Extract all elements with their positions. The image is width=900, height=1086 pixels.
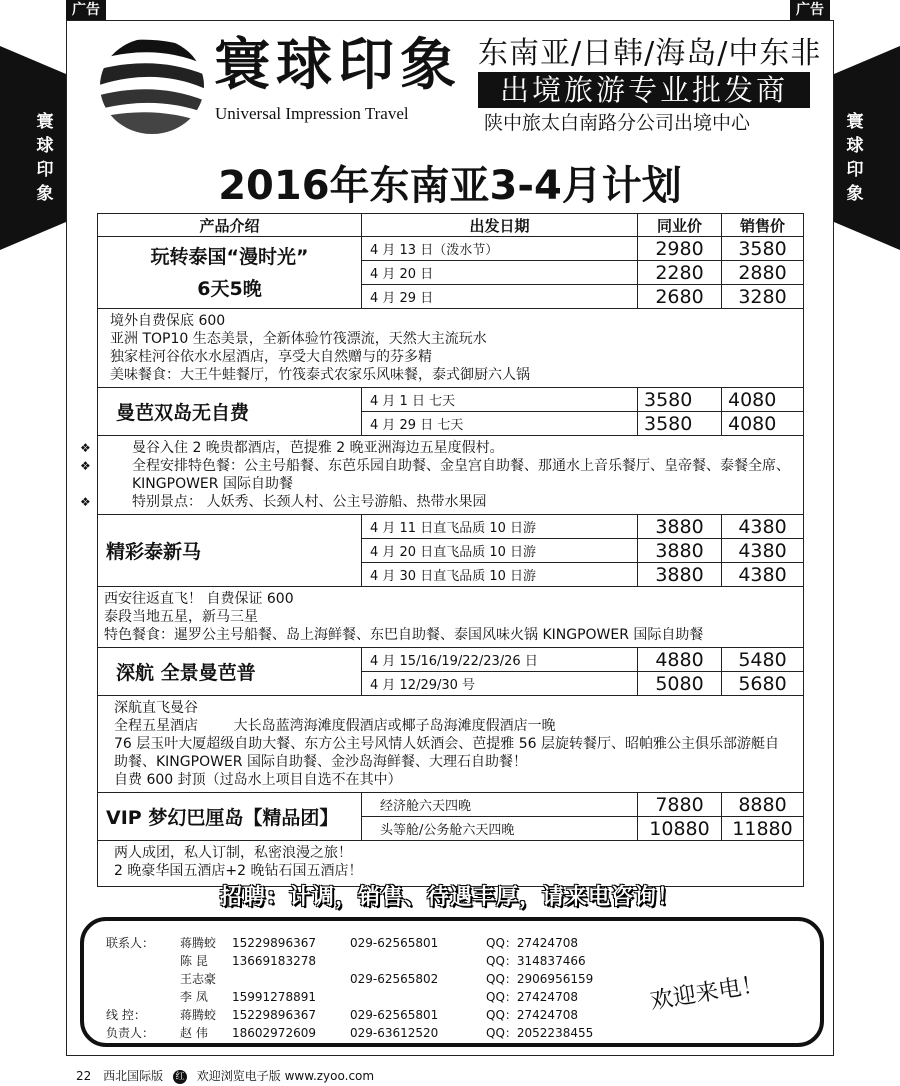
globe-logo-icon [96,36,208,136]
welcome-message: 欢迎来电！ [648,971,767,1015]
product-description: 西安往返直飞！ 自费保证 600 泰段当地五星，新马三星 特色餐食：暹罗公主号船餐、岛上海鲜餐、东巴自助餐、泰国风味火锅 KINGPOWER 国际自助餐 [98,587,804,648]
side-label-left: 寰 球 印 象 [36,112,54,204]
departure-date: 4 月 29 日 七天 [362,412,638,436]
contact-name: 李 凤 [180,990,208,1004]
trade-price: 3880 [638,515,722,539]
trade-price: 4880 [638,648,722,672]
contact-phone: 029-62565801 [350,936,439,950]
product-description: 两人成团，私人订制，私密浪漫之旅！ 2 晚豪华国五酒店+2 晚钻石国五酒店！ [98,841,804,887]
contact-qq: QQ：27424708 [486,1008,578,1022]
table-row [98,515,804,539]
contact-name: 蒋腾蛟 [180,936,217,950]
product-name: VIP 梦幻巴厘岛【精品团】 [98,793,362,841]
trade-price: 3880 [638,563,722,587]
trade-price: 2680 [638,285,722,309]
departure-date: 经济舱六天四晚 [362,793,638,817]
departure-date: 头等舱/公务舱六天四晚 [362,817,638,841]
contact-qq: QQ：27424708 [486,936,578,950]
retail-price: 8880 [722,793,804,817]
table-row [98,793,804,817]
contact-name: 赵 伟 [180,1026,208,1040]
product-name: 深航 全景曼芭普 [98,648,362,696]
retail-price: 11880 [722,817,804,841]
retail-price: 4380 [722,539,804,563]
contact-mobile: 13669183278 [232,954,316,968]
product-description: 境外自费保底 600 亚洲 TOP10 生态美景，全新体验竹筏漂流，天然大主流玩水 独家桂河谷依水水屋酒店，享受大自然赠与的芬多精 美味餐食：大王牛蛙餐厅，竹筏泰式农家乐风味餐，泰式御厨六人锅 [98,309,804,388]
retail-price: 3280 [722,285,804,309]
brand-name: 寰球印象 [214,32,462,98]
table-header-row [98,214,804,237]
table-row [98,648,804,672]
page-footer [76,1068,374,1084]
recruitment-notice: 招聘：计调，销售、待遇丰厚，请来电咨询！ [219,885,680,910]
product-description-row [98,436,804,515]
edition-label: 西北国际版 [103,1069,164,1083]
branch-name: 陕中旅太白南路分公司出境中心 [484,112,751,134]
contact-phone: 029-62565801 [350,1008,439,1022]
contact-qq: QQ：2906956159 [486,972,594,986]
trade-price: 3580 [638,388,722,412]
contact-qq: QQ：2052238455 [486,1026,594,1040]
contact-phone: 029-62565802 [350,972,439,986]
table-row [98,388,804,412]
route-line: 东南亚/日韩/海岛/中东非 [478,36,822,71]
page-number: 22 [76,1069,92,1083]
departure-date: 4 月 20 日 [362,261,638,285]
trade-price: 3880 [638,539,722,563]
header-product: 产品介绍 [98,214,362,237]
retail-price: 4380 [722,515,804,539]
contact-role: 线 控： [106,1008,146,1022]
table-row [98,237,804,261]
header-date: 出发日期 [362,214,638,237]
wholesaler-banner: 出境旅游专业批发商 [478,72,810,108]
product-description: ❖ 曼谷入住 2 晚贵都酒店，芭提雅 2 晚亚洲海边五星度假村。 ❖ 全程安排特色餐：公主号船餐、东芭乐园自助餐、金皇宫自助餐、那通水上音乐餐厅、皇帝餐、泰餐全席、KINGPOWER 国际自助餐 ❖ 特别景点： 人妖秀、长颈人村、公主号游船、热带水果园 [98,436,804,515]
contact-name: 陈 昆 [180,954,208,968]
departure-date: 4 月 11 日直飞品质 10 日游 [362,515,638,539]
contact-role: 联系人： [106,936,155,950]
retail-price: 2880 [722,261,804,285]
trade-price: 3580 [638,412,722,436]
trade-price: 10880 [638,817,722,841]
plan-table [97,213,804,887]
contact-mobile: 15229896367 [232,936,316,950]
product-description: 深航直飞曼谷 全程五星酒店 大长岛蓝湾海滩度假酒店或椰子岛海滩度假酒店一晚 76 层玉叶大厦超级自助大餐、东方公主号风情人妖酒会、芭提雅 56 层旋转餐厅、昭帕雅公主俱乐部游艇自助餐、KINGPOWER 国际自助餐、金沙岛海鲜餐、大理石自助餐！ 自费 600 封顶（过岛水上项目自选不在其中） [98,696,804,793]
contact-mobile: 18602972609 [232,1026,316,1040]
departure-date: 4 月 30 日直飞品质 10 日游 [362,563,638,587]
contact-qq: QQ：27424708 [486,990,578,1004]
seal-icon: 红 [173,1070,187,1084]
header-retail-price: 销售价 [722,214,804,237]
retail-price: 3580 [722,237,804,261]
side-label-right: 寰 球 印 象 [846,112,864,204]
product-name: 曼芭双岛无自费 [98,388,362,436]
trade-price: 7880 [638,793,722,817]
side-banner-right [834,46,900,250]
product-description-row [98,587,804,648]
page-title: 2016年东南亚3-4月计划 [218,163,682,209]
contact-qq: QQ：314837466 [486,954,586,968]
trade-price: 2980 [638,237,722,261]
brand-english: Universal Impression Travel [215,104,409,123]
contact-role: 负责人： [106,1026,155,1040]
contact-phone: 029-63612520 [350,1026,439,1040]
header-trade-price: 同业价 [638,214,722,237]
retail-price: 4080 [722,388,804,412]
contact-mobile: 15229896367 [232,1008,316,1022]
side-banner-left [0,46,66,250]
contact-name: 蒋腾蛟 [180,1008,217,1022]
departure-date: 4 月 12/29/30 号 [362,672,638,696]
product-name: 精彩泰新马 [98,515,362,587]
departure-date: 4 月 29 日 [362,285,638,309]
trade-price: 5080 [638,672,722,696]
departure-date: 4 月 15/16/19/22/23/26 日 [362,648,638,672]
contact-name: 王志豪 [180,972,217,986]
retail-price: 4380 [722,563,804,587]
product-description-row [98,309,804,388]
ad-label-left: 广告 [66,0,106,20]
retail-price: 4080 [722,412,804,436]
departure-date: 4 月 1 日 七天 [362,388,638,412]
product-name: 玩转泰国“漫时光” 6天5晚 [98,237,362,309]
contact-mobile: 15991278891 [232,990,316,1004]
product-description-row [98,696,804,793]
departure-date: 4 月 13 日（泼水节） [362,237,638,261]
retail-price: 5480 [722,648,804,672]
departure-date: 4 月 20 日直飞品质 10 日游 [362,539,638,563]
retail-price: 5680 [722,672,804,696]
website-link[interactable]: 欢迎浏览电子版 www.zyoo.com [196,1069,375,1083]
ad-label-right: 广告 [790,0,830,20]
trade-price: 2280 [638,261,722,285]
